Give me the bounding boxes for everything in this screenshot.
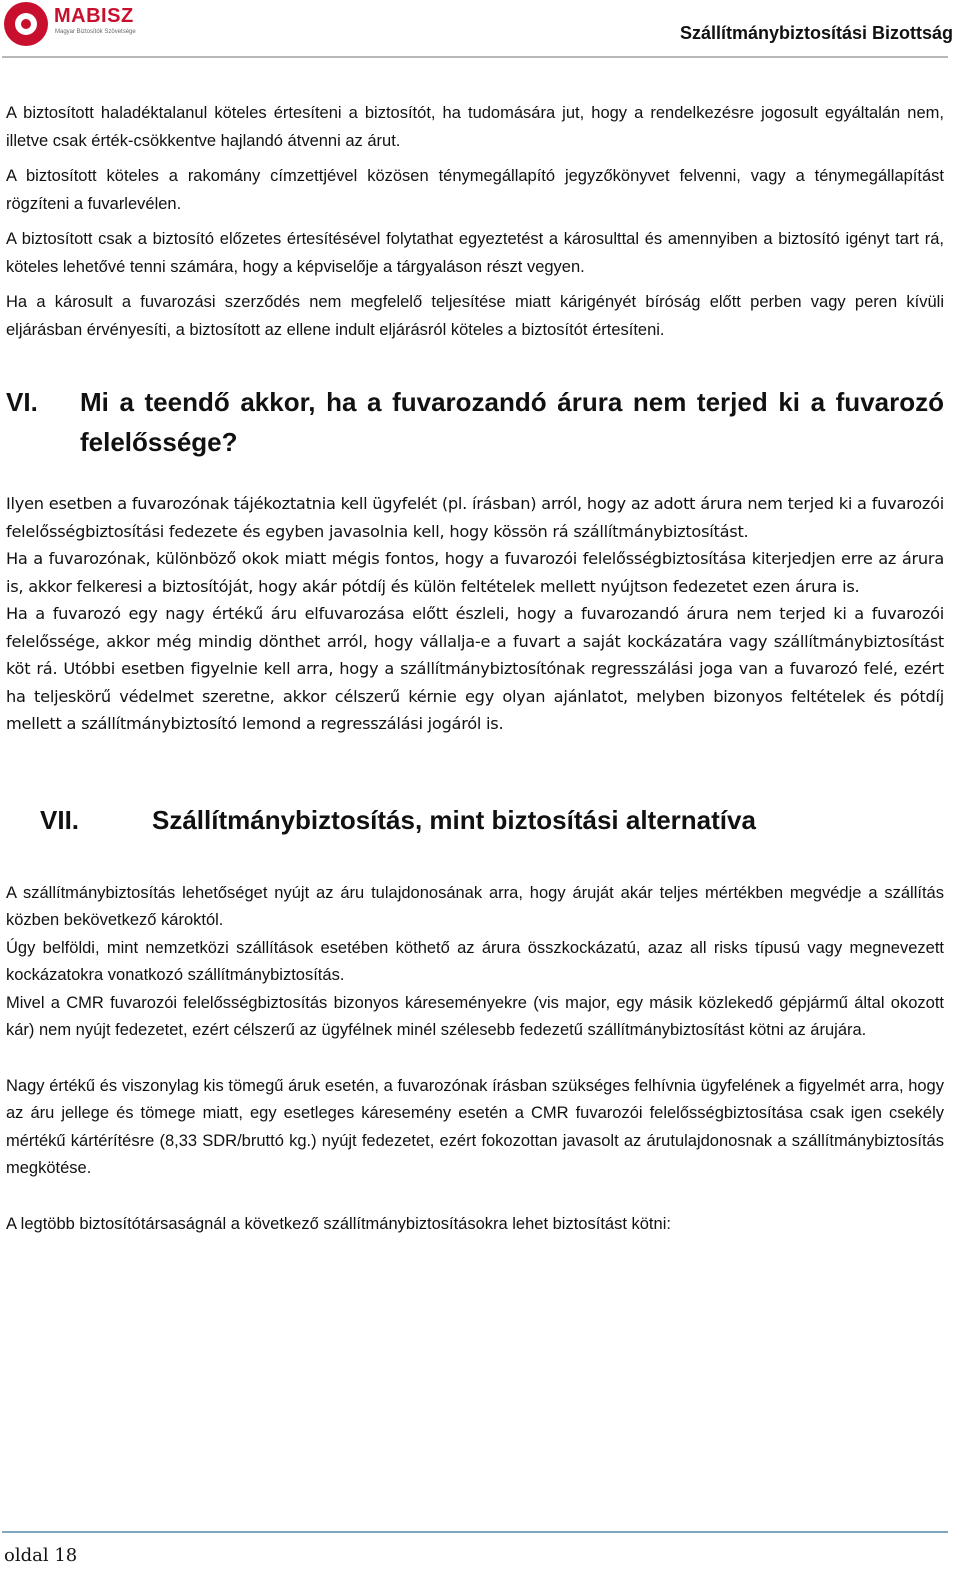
section-title: Szállítmánybiztosítás, mint biztosítási alternatíva (152, 804, 756, 835)
mabisz-logo (4, 2, 134, 46)
page-header (0, 0, 960, 70)
paragraph: Úgy belföldi, mint nemzetközi szállítások esetében köthető az árura összkockázatú, azaz all risks típusú vagy megnevezett kockázatokra vonatkozó szállítmánybiztosítás. (6, 938, 944, 984)
section-number: VI. (6, 387, 38, 417)
paragraph: A biztosított csak a biztosító előzetes értesítésével folytathat egyeztetést a károsulttal és amennyiben a biztosító igényt tart rá, köteles lehetővé tenni számára, hogy a képviselője a tárgyaláson részt vegyen. (6, 230, 944, 276)
section-heading-vii (6, 804, 944, 836)
paragraph: Nagy értékű és viszonylag kis tömegű áruk esetén, a fuvarozónak írásban szükséges felhívnia ügyfelének a figyelmét arra, hogy az áru jellege és tömege miatt, egy esetleges káresemény esetén a CMR fuvarozói felelősségbiztosítása csak igen csekély mértékű kártérítésre (8,33 SDR/bruttó kg.) nyújt fedezetet, ezért fokozottan javasolt az árutulajdonosnak a szállítmánybiztosítás megkötése. (6, 1076, 944, 1177)
section-vi-body (6, 490, 944, 738)
paragraph: Mivel a CMR fuvarozói felelősségbiztosítás bizonyos káreseményekre (vis major, egy másik közlekedő gépjármű által okozott kár) nem nyújt fedezetet, ezért célszerű az ügyfélnek minél szélesebb fedezetű szállítmánybiztosítást kötni az árujára. (6, 993, 944, 1039)
footer-divider (2, 1531, 948, 1533)
section-title: Mi a teendő akkor, ha a fuvarozandó árura nem terjed ki a fuvarozó felelőssége? (80, 387, 944, 457)
paragraph: Ilyen esetben a fuvarozónak tájékoztatnia kell ügyfelét (pl. írásban) arról, hogy az adott árura nem terjed ki a fuvarozói felelősségbiztosítási fedezete és egyben javasolnia kell, hogy kössön rá szállítmánybiztosítást. (6, 494, 944, 541)
paragraph: A szállítmánybiztosítás lehetőséget nyújt az áru tulajdonosának arra, hogy áruját akár teljes mértékben megvédje a szállítás közben bekövetkező károktól. (6, 883, 944, 929)
paragraph: A biztosított haladéktalanul köteles értesíteni a biztosítót, ha tudomására jut, hogy a rendelkezésre jogosult egyáltalán nem, illetve csak érték-csökkentve hajlandó átvenni az árut. (6, 104, 944, 150)
header-divider (2, 56, 948, 58)
section-vii-body (6, 880, 944, 1239)
page-number: oldal 18 (4, 1545, 78, 1566)
section-heading-vi (6, 382, 944, 462)
paragraph: Ha a fuvarozónak, különböző okok miatt mégis fontos, hogy a fuvarozói felelősségbiztosítása kiterjedjen erre az árura is, akkor felkeresi a biztosítóját, hogy akár pótdíj és külön feltételek mellett nyújtson fedezetet ezen árura is. (6, 549, 944, 596)
paragraph: A legtöbb biztosítótársaságnál a következő szállítmánybiztosításokra lehet biztosítást kötni: (6, 1214, 671, 1233)
section-number: VII. (40, 804, 80, 835)
paragraph: Ha a károsult a fuvarozási szerződés nem megfelelő teljesítése miatt kárigényét bíróság előtt perben vagy peren kívüli eljárásban érvényesíti, a biztosított az ellene indult eljárásról köteles a biztosítót értesíteni. (6, 293, 944, 339)
logo-mark-icon (4, 2, 48, 46)
paragraph: A biztosított köteles a rakomány címzettjével közösen ténymegállapító jegyzőkönyvet felvenni, vagy a ténymegállapítást rögzíteni a fuvarlevélen. (6, 167, 944, 213)
document-body (6, 100, 944, 1238)
logo-subtitle: Magyar Biztosítók Szövetsége (55, 29, 136, 35)
paragraph: Ha a fuvarozó egy nagy értékű áru elfuvarozása előtt észleli, hogy a fuvarozandó árura nem terjed ki a fuvarozói felelőssége, akkor még mindig dönthet arról, hogy vállalja-e a fuvart a saját kockázatára vagy szállítmánybiztosítást köt rá. Utóbbi esetben figyelnie kell arra, hogy a szállítmánybiztosítónak regresszálási joga van a fuvarozó felé, ezért ha teljeskörű védelmet szeretne, akkor célszerű kérnie egy olyan ajánlatot, melyben bizonyos feltételek és pótdíj mellett a szállítmánybiztosító lemond a regresszálási jogáról is. (6, 604, 944, 733)
logo-name: MABISZ (54, 5, 134, 27)
header-title: Szállítmánybiztosítási Bizottság (679, 23, 953, 43)
